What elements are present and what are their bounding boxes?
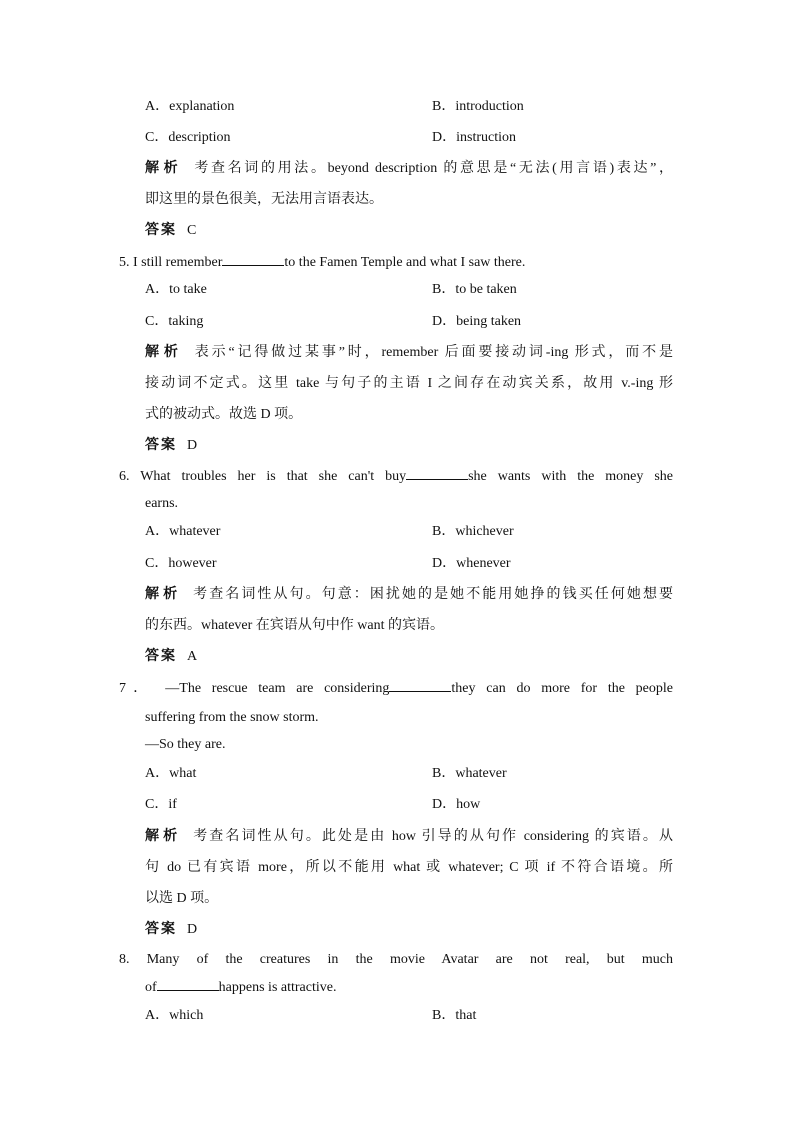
answer-blank [222,252,284,266]
option-b: B．introduction [432,99,524,114]
analysis-line: 的东西。whatever 在宾语从句中作 want 的宾语。 [145,618,445,633]
analysis-label: 解析 [145,161,183,176]
analysis-line: 解析 表示“记得做过某事”时，remember 后面要接动词-ing 形式，而不是 [145,345,673,360]
option-d: D．how [432,797,481,812]
question-stem: 8. Many of the creatures in the movie Avatar are not real, but much [119,952,673,967]
answer-line: 答案 A [145,649,198,664]
analysis-line: 接动词不定式。这里 take 与句子的主语 I 之间存在动宾关系，故用 v.-ing 形 [145,376,673,391]
analysis-label: 解析 [145,829,182,844]
analysis-line: 解析 考查名词性从句。此处是由 how 引导的从句作 considering 的宾语。从 [145,829,673,844]
option-a: A．whatever [145,524,221,539]
option-a: A．to take [145,282,207,297]
answer-line: 答案 D [145,922,198,937]
option-a: A．explanation [145,99,235,114]
option-d: D．whenever [432,556,511,571]
question-stem-continued: of happens is attractive. [145,977,336,998]
option-c: C．description [145,130,231,145]
answer-blank [157,977,219,991]
answer-label: 答案 [145,438,177,453]
answer-line: 答案 D [145,438,198,453]
answer-label: 答案 [145,223,177,238]
answer-blank [406,466,468,480]
question-stem-continued: suffering from the snow storm. [145,710,319,725]
option-b: B．to be taken [432,282,517,297]
analysis-label: 解析 [145,345,183,360]
analysis-line: 句 do 已有宾语 more，所以不能用 what 或 whatever; C 项 if 不符合语境。所 [145,860,673,875]
answer-label: 答案 [145,922,177,937]
option-c: C．however [145,556,217,571]
answer-blank [389,678,451,692]
question-stem: 6. What troubles her is that she can't buy she wants with the money she [119,466,673,487]
analysis-line: 解析 考查名词性从句。句意：困扰她的是她不能用她挣的钱买任何她想要 [145,587,674,602]
option-d: D．instruction [432,130,517,145]
analysis-line: 即这里的景色很美，无法用言语表达。 [145,192,383,207]
question-stem-reply: —So they are. [145,737,226,752]
option-c: C．if [145,797,177,812]
option-b: B．that [432,1008,477,1023]
answer-line: 答案 C [145,223,197,238]
question-stem: 7． —The rescue team are considering they can do more for the people [119,678,673,699]
analysis-line: 式的被动式。故选 D 项。 [145,407,303,422]
analysis-line: 解析 考查名词的用法。beyond description 的意思是“无法(用言语)表达”， [145,161,674,176]
analysis-label: 解析 [145,587,182,602]
option-c: C．taking [145,314,204,329]
option-b: B．whichever [432,524,514,539]
answer-label: 答案 [145,649,177,664]
option-d: D．being taken [432,314,522,329]
question-stem: 5. I still remember to the Famen Temple and what I saw there. [119,252,525,273]
analysis-line: 以选 D 项。 [145,891,219,906]
option-b: B．whatever [432,766,507,781]
option-a: A．what [145,766,197,781]
question-stem-continued: earns. [145,496,179,511]
option-a: A．which [145,1008,204,1023]
